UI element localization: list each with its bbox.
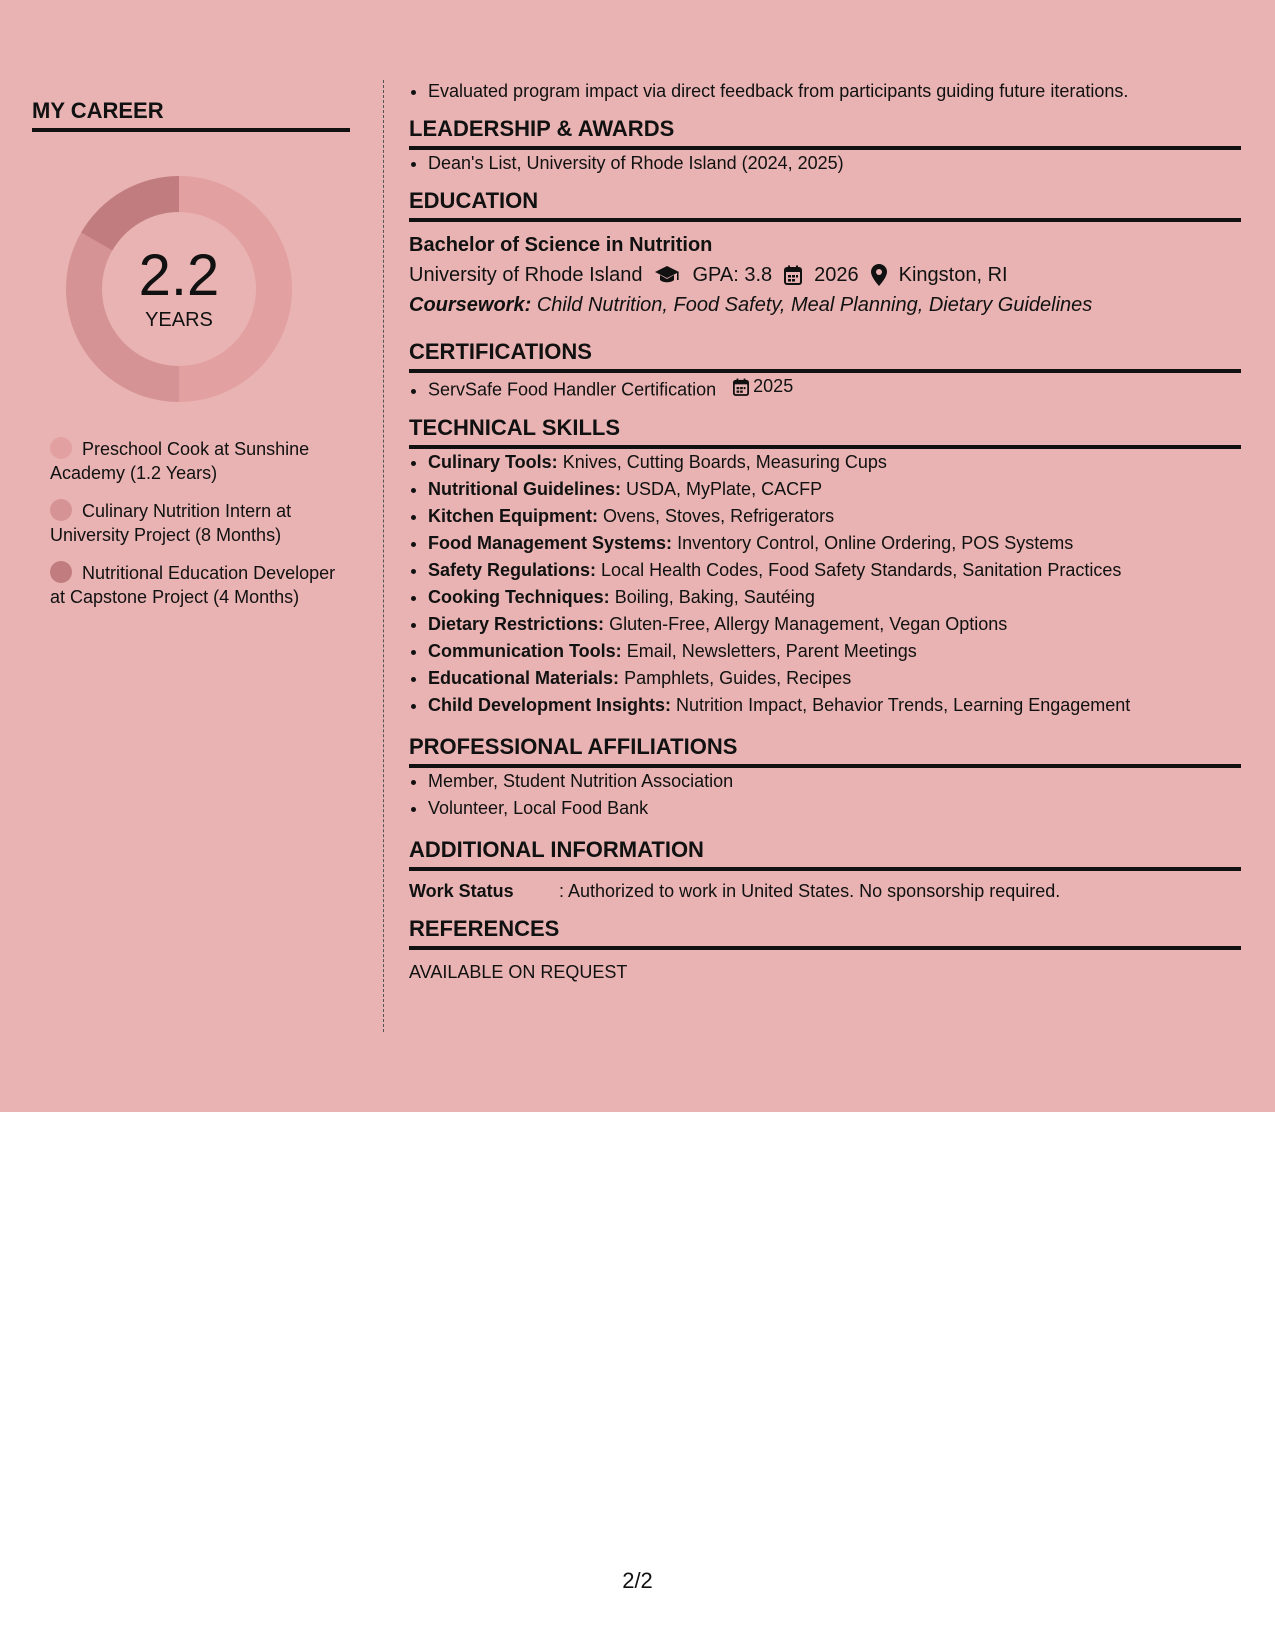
section-title: LEADERSHIP & AWARDS <box>409 115 1241 150</box>
section-title: ADDITIONAL INFORMATION <box>409 836 1241 871</box>
section-title: CERTIFICATIONS <box>409 338 1241 373</box>
list-item: • Safety Regulations: Local Health Codes, Food Safety Standards, Sanitation Practices <box>428 557 1241 584</box>
legend-dot-icon <box>50 561 72 583</box>
list-item: • Nutritional Guidelines: USDA, MyPlate, CACFP <box>428 476 1241 503</box>
list-item: • Kitchen Equipment: Ovens, Stoves, Refrigerators <box>428 503 1241 530</box>
location-pin-icon <box>871 264 887 286</box>
section-title: PROFESSIONAL AFFILIATIONS <box>409 733 1241 768</box>
list-item: • Educational Materials: Pamphlets, Guides, Recipes <box>428 665 1241 692</box>
career-legend <box>50 437 340 623</box>
list-item: • Culinary Tools: Knives, Cutting Boards, Measuring Cups <box>428 449 1241 476</box>
section-title: EDUCATION <box>409 187 1241 222</box>
certifications-section <box>409 338 1241 404</box>
career-years-unit: YEARS <box>145 308 213 331</box>
graduation-year: 2026 <box>814 264 859 286</box>
degree: Bachelor of Science in Nutrition <box>409 234 713 256</box>
affiliations-section <box>409 733 1241 822</box>
graduation-cap-icon <box>654 265 680 285</box>
skills-section <box>409 414 1241 719</box>
list-item: • Child Development Insights: Nutrition Impact, Behavior Trends, Learning Engagement <box>428 692 1241 719</box>
references-section <box>409 915 1241 986</box>
list-item: • Volunteer, Local Food Bank <box>428 795 1241 822</box>
list-item: • ServSafe Food Handler Certification 2025 <box>428 373 1241 404</box>
gpa: GPA: 3.8 <box>692 264 773 286</box>
legend-item: Preschool Cook at Sunshine Academy (1.2 Years) <box>50 439 310 483</box>
donut-center <box>66 176 292 402</box>
page-number: 2/2 <box>622 1568 653 1593</box>
location: Kingston, RI <box>898 264 1008 286</box>
coursework: Coursework: Child Nutrition, Food Safety, Meal Planning, Dietary Guidelines <box>409 294 1093 316</box>
references-text: AVAILABLE ON REQUEST <box>409 961 628 982</box>
list-item: • Evaluated program impact via direct feedback from participants guiding future iterations. <box>428 78 1241 105</box>
education-section <box>409 187 1241 320</box>
career-sidebar <box>32 98 350 132</box>
education-details <box>409 260 1241 290</box>
list-item: • Cooking Techniques: Boiling, Baking, Sautéing <box>428 584 1241 611</box>
legend-dot-icon <box>50 499 72 521</box>
career-heading: MY CAREER <box>32 98 350 132</box>
legend-dot-icon <box>50 437 72 459</box>
column-divider <box>383 80 384 1032</box>
career-years-value: 2.2 <box>138 242 220 308</box>
calendar-icon <box>733 378 749 396</box>
leadership-section <box>409 115 1241 177</box>
work-status: Work Status : Authorized to work in United States. No sponsorship required. <box>409 880 1061 901</box>
section-title: TECHNICAL SKILLS <box>409 414 1241 449</box>
list-item: • Food Management Systems: Inventory Control, Online Ordering, POS Systems <box>428 530 1241 557</box>
legend-item: Culinary Nutrition Intern at University Project (8 Months) <box>50 501 292 545</box>
experience-continued <box>409 78 1241 105</box>
additional-info-section <box>409 836 1241 905</box>
list-item: • Dietary Restrictions: Gluten-Free, Allergy Management, Vegan Options <box>428 611 1241 638</box>
skills-list <box>409 449 1241 719</box>
list-item: • Dean's List, University of Rhode Island (2024, 2025) <box>428 150 1241 177</box>
list-item: • Member, Student Nutrition Association <box>428 768 1241 795</box>
calendar-icon <box>784 265 802 285</box>
main-column <box>409 78 1241 986</box>
legend-item: Nutritional Education Developer at Capstone Project (4 Months) <box>50 563 336 607</box>
school: University of Rhode Island <box>409 264 643 286</box>
section-title: REFERENCES <box>409 915 1241 950</box>
list-item: • Communication Tools: Email, Newsletters, Parent Meetings <box>428 638 1241 665</box>
